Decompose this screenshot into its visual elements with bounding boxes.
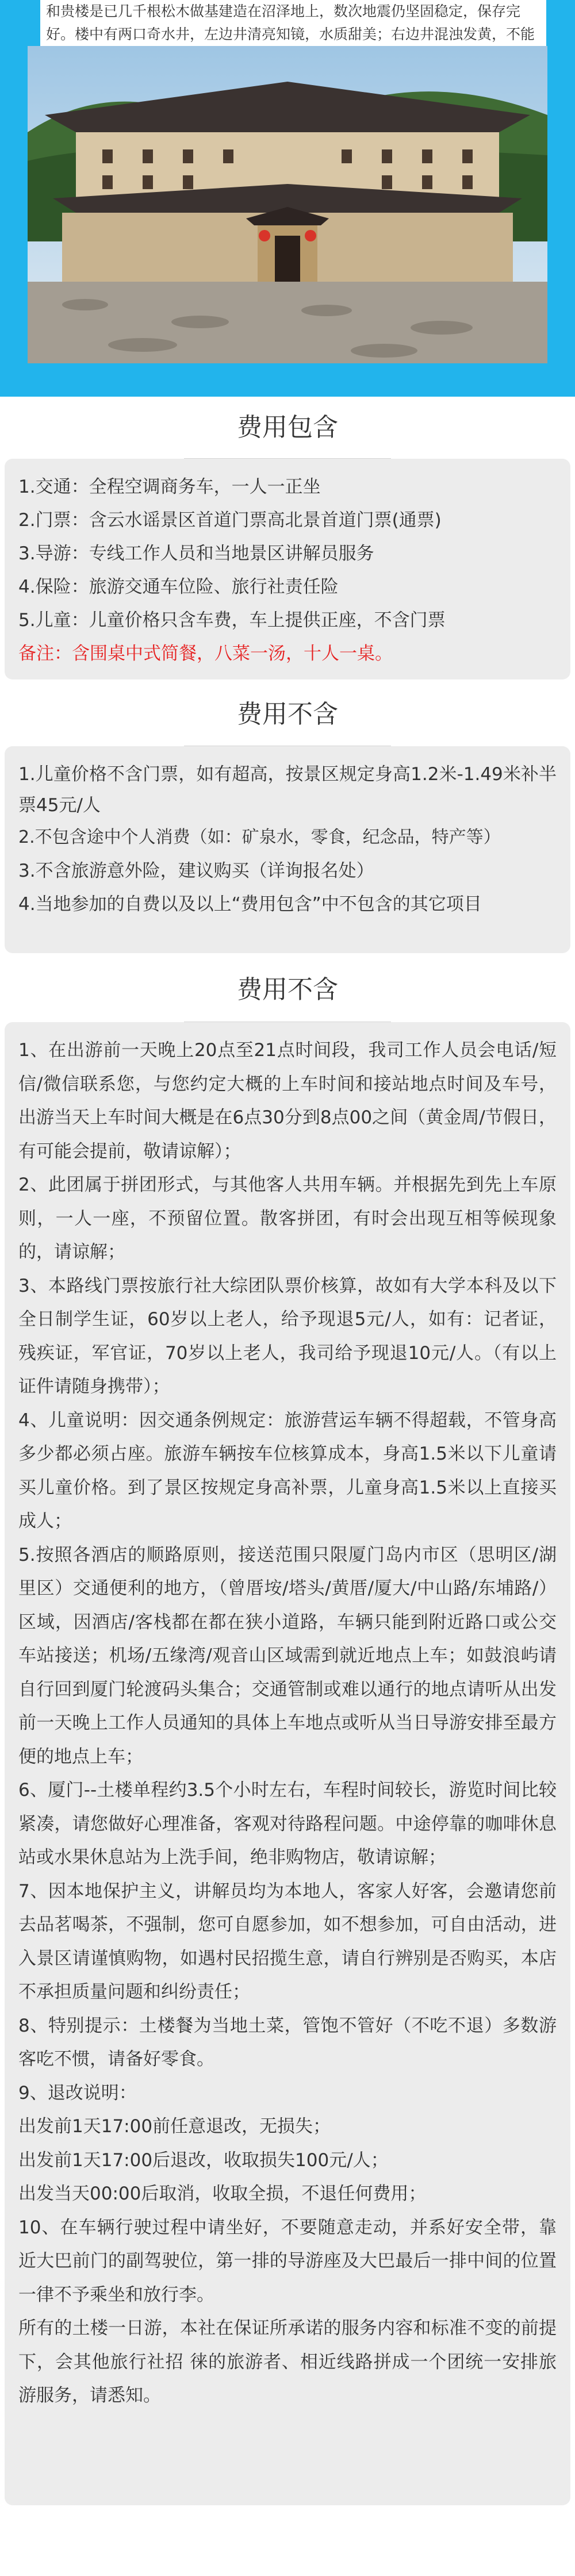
list-item: 3.导游：专线工作人员和当地景区讲解员服务 (18, 543, 374, 564)
list-item: 3.不含旅游意外险，建议购买（详询报名处） (18, 861, 374, 881)
tulou-photo-illustration (28, 46, 547, 363)
intro-text: 和贵楼是已几千根松木做基建造在沼泽地上，数次地震仍坚固稳定，保存完好。楼中有两口奇水井，左边井清亮知镜，水质甜美；右边井混浊发黄，不能 (40, 0, 546, 47)
list-item: 2.不包含途中个人消费（如：矿泉水，零食，纪念品，特产等） (18, 827, 501, 847)
list-item: 1.交通：全程空调商务车，一人一正坐 (18, 477, 321, 497)
meal-note: 备注：含围桌中式简餐，八菜一汤，十人一桌。 (18, 643, 393, 664)
note-paragraph: 10、在车辆行驶过程中请坐好，不要随意走动，并系好安全带，靠近大巴前门的副驾驶位，第一排的导游座及大巴最后一排中间的位置一律不予乘坐和放行李。 (18, 2217, 557, 2305)
notes-section (0, 953, 575, 2505)
notes-card (5, 1022, 570, 2505)
fee-excluded-card (5, 746, 570, 953)
section-heading (0, 397, 575, 459)
section-heading-text: 费用不含 (237, 975, 338, 1004)
fee-included-section (0, 397, 575, 679)
section-heading (0, 679, 575, 746)
note-paragraph: 3、本路线门票按旅行社大综团队票价核算，故如有大学本科及以下全日制学生证，60岁以上老人，给予现退5元/人，如有：记者证，残疾证，军官证，70岁以上老人，我司给予现退10元/人。（有以上证件请随身携带）； (18, 1275, 557, 1397)
note-paragraph: 5.按照各酒店的顺路原则，接送范围只限厦门岛内市区（思明区/湖里区）交通便利的地方，（曾厝垵/塔头/黄厝/厦大/中山路/东埔路/）区域，因酒店/客栈都在都在狭小道路，车辆只能到附近路口或公交车站接送；机场/五缘湾/观音山区域需到就近地点上车；如鼓浪屿请自行回到厦门轮渡码头集合；交通管制或难以通行的地点请听从出发前一天晚上工作人员通知的具体上车地点或听从当日导游安排至最方便的地点上车； (18, 1544, 557, 1767)
note-paragraph: 8、特别提示：土楼餐为当地土菜，管饱不管好（不吃不退）多数游客吃不惯，请备好零食。 (18, 2015, 557, 2070)
note-paragraph: 2、此团属于拼团形式，与其他客人共用车辆。并根据先到先上车原则，一人一座，不预留位置。散客拼团，有时会出现互相等候现象的，请谅解； (18, 1174, 557, 1262)
fee-excluded-section (0, 679, 575, 953)
note-paragraph: 9、退改说明： (18, 2082, 137, 2103)
section-heading (0, 953, 575, 1022)
note-paragraph: 所有的土楼一日游，本社在保证所承诺的服务内容和标准不变的前提下，会其他旅行社招 徕的旅游者、相近线路拼成一个团统一安排旅游服务，请悉知。 (18, 2318, 557, 2406)
fee-included-card (5, 459, 570, 679)
heading-divider (184, 458, 391, 459)
list-item: 5.儿童：儿童价格只含车费，车上提供正座，不含门票 (18, 610, 446, 631)
note-paragraph: 7、因本地保护主义，讲解员均为本地人，客家人好客，会邀请您前去品茗喝茶，不强制，您可自愿参加，如不想参加，可自由活动，进入景区请谨慎购物，如遇村民招揽生意，请自行辨别是否购买，本店不承担质量问题和纠纷责任； (18, 1880, 557, 2002)
note-paragraph: 出发当天00:00后取消，收取全损，不退任何费用； (18, 2183, 427, 2204)
list-item: 4.当地参加的自费以及以上“费用包含”中不包含的其它项目 (18, 894, 482, 915)
note-paragraph: 出发前1天17:00后退改，收取损失100元/人； (18, 2149, 389, 2171)
list-item: 2.门票：含云水谣景区首道门票高北景首道门票(通票) (18, 510, 442, 531)
note-paragraph: 出发前1天17:00前任意退改，无损失； (18, 2116, 331, 2137)
note-paragraph: 1、在出游前一天晚上20点至21点时间段，我司工作人员会电话/短信/微信联系您，与您约定大概的上车时间和接站地点时间及车号，出游当天上车时间大概是在6点30分到8点00之间（黄金周/节假日，有可能会提前，敬请谅解）； (18, 1040, 557, 1162)
note-paragraph: 6、厦门--土楼单程约3.5个小时左右，车程时间较长，游览时间比较紧凑，请您做好心理准备，客观对待路程问题。中途停靠的咖啡休息站或水果休息站为上洗手间，绝非购物店，敬请谅解； (18, 1780, 557, 1868)
list-item: 1.儿童价格不含门票，如有超高，按景区规定身高1.2米-1.49米补半票45元/人 (18, 764, 557, 816)
tulou-photo (28, 46, 547, 363)
top-block (0, 0, 575, 397)
list-item: 4.保险：旅游交通车位险、旅行社责任险 (18, 577, 339, 597)
section-heading-text: 费用包含 (237, 413, 338, 442)
note-paragraph: 4、儿童说明：因交通条例规定：旅游营运车辆不得超载，不管身高多少都必须占座。旅游车辆按车位核算成本，身高1.5米以下儿童请买儿童价格。到了景区按规定身高补票，儿童身高1.5米以上直接买成人； (18, 1410, 557, 1531)
section-heading-text: 费用不含 (237, 700, 338, 729)
